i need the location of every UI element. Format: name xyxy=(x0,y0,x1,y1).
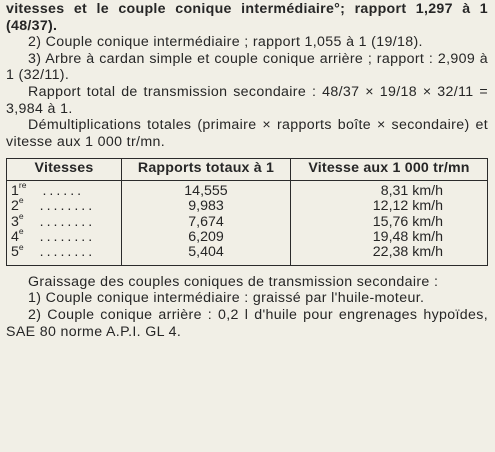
table-row xyxy=(7,180,488,199)
leader-dots: ...... xyxy=(42,182,85,199)
paragraph-ratio-48-37: vitesses et le couple conique intermédiaire°; rapport 1,297 à 1 (48/37). xyxy=(6,1,488,34)
leader-dots: ........ xyxy=(39,244,96,261)
leader-dots: ........ xyxy=(39,213,96,230)
ratio-cell: 9,983 xyxy=(122,199,291,214)
table-row xyxy=(7,230,488,245)
gear-number: 3 xyxy=(11,213,19,230)
paragraph-cardan-shaft: 3) Arbre à cardan simple et couple conique arrière ; rapport : 2,909 à 1 (32/11). xyxy=(6,50,488,84)
table-row xyxy=(7,199,488,214)
paragraph-lubrication-rear: 2) Couple conique arrière : 0,2 l d'huile pour engrenages hypoïdes, SAE 80 norme A.P.I. GL 4. xyxy=(6,306,488,340)
table-header-row xyxy=(7,159,488,180)
header-total-ratios: Rapports totaux à 1 xyxy=(122,159,291,180)
speed-cell: 12,12 km/h xyxy=(291,199,488,214)
ratio-cell: 5,404 xyxy=(122,245,291,265)
lubrication-section xyxy=(6,274,488,340)
gear-ratio-table xyxy=(6,158,488,265)
ratio-cell: 6,209 xyxy=(122,230,291,245)
speed-cell: 15,76 km/h xyxy=(291,215,488,230)
gear-ordinal: e xyxy=(18,226,24,237)
paragraph-lubrication-intermediate: 1) Couple conique intermédiaire : graissé par l'huile-moteur. xyxy=(28,290,425,307)
leader-dots: ........ xyxy=(39,198,96,215)
ratio-cell: 14,555 xyxy=(122,180,291,199)
speed-cell: 8,31 km/h xyxy=(291,180,488,199)
speed-cell: 19,48 km/h xyxy=(291,230,488,245)
paragraph-total-reductions: Démultiplications totales (primaire × rapports boîte × secondaire) et vitesse aux 1 000 tr/mn. xyxy=(6,117,488,150)
gear-number: 5 xyxy=(11,244,19,261)
document-page xyxy=(6,1,488,340)
paragraph-total-secondary-ratio: Rapport total de transmission secondaire : 48/37 × 19/18 × 32/11 = 3,984 à 1. xyxy=(6,83,488,117)
table-row xyxy=(7,215,488,230)
speed-cell: 22,38 km/h xyxy=(291,245,488,265)
table-row xyxy=(7,245,488,265)
gear-number: 2 xyxy=(11,198,19,215)
header-speed-per-1000rpm: Vitesse aux 1 000 tr/mn xyxy=(291,159,488,180)
paragraph-intermediate-bevel: 2) Couple conique intermédiaire ; rapport 1,055 à 1 (19/18). xyxy=(28,34,423,51)
gear-ordinal: e xyxy=(18,241,24,252)
gear-ordinal: re xyxy=(18,180,27,191)
ratio-cell: 7,674 xyxy=(122,215,291,230)
gear-number: 1 xyxy=(11,182,19,199)
gear-ordinal: e xyxy=(18,195,24,206)
header-gears: Vitesses xyxy=(7,159,122,180)
leader-dots: ........ xyxy=(39,228,96,245)
gear-number: 4 xyxy=(11,228,19,245)
gear-ordinal: e xyxy=(18,210,24,221)
gear-cell xyxy=(7,241,122,265)
paragraph-lubrication-heading: Graissage des couples coniques de transmission secondaire : xyxy=(28,273,439,290)
